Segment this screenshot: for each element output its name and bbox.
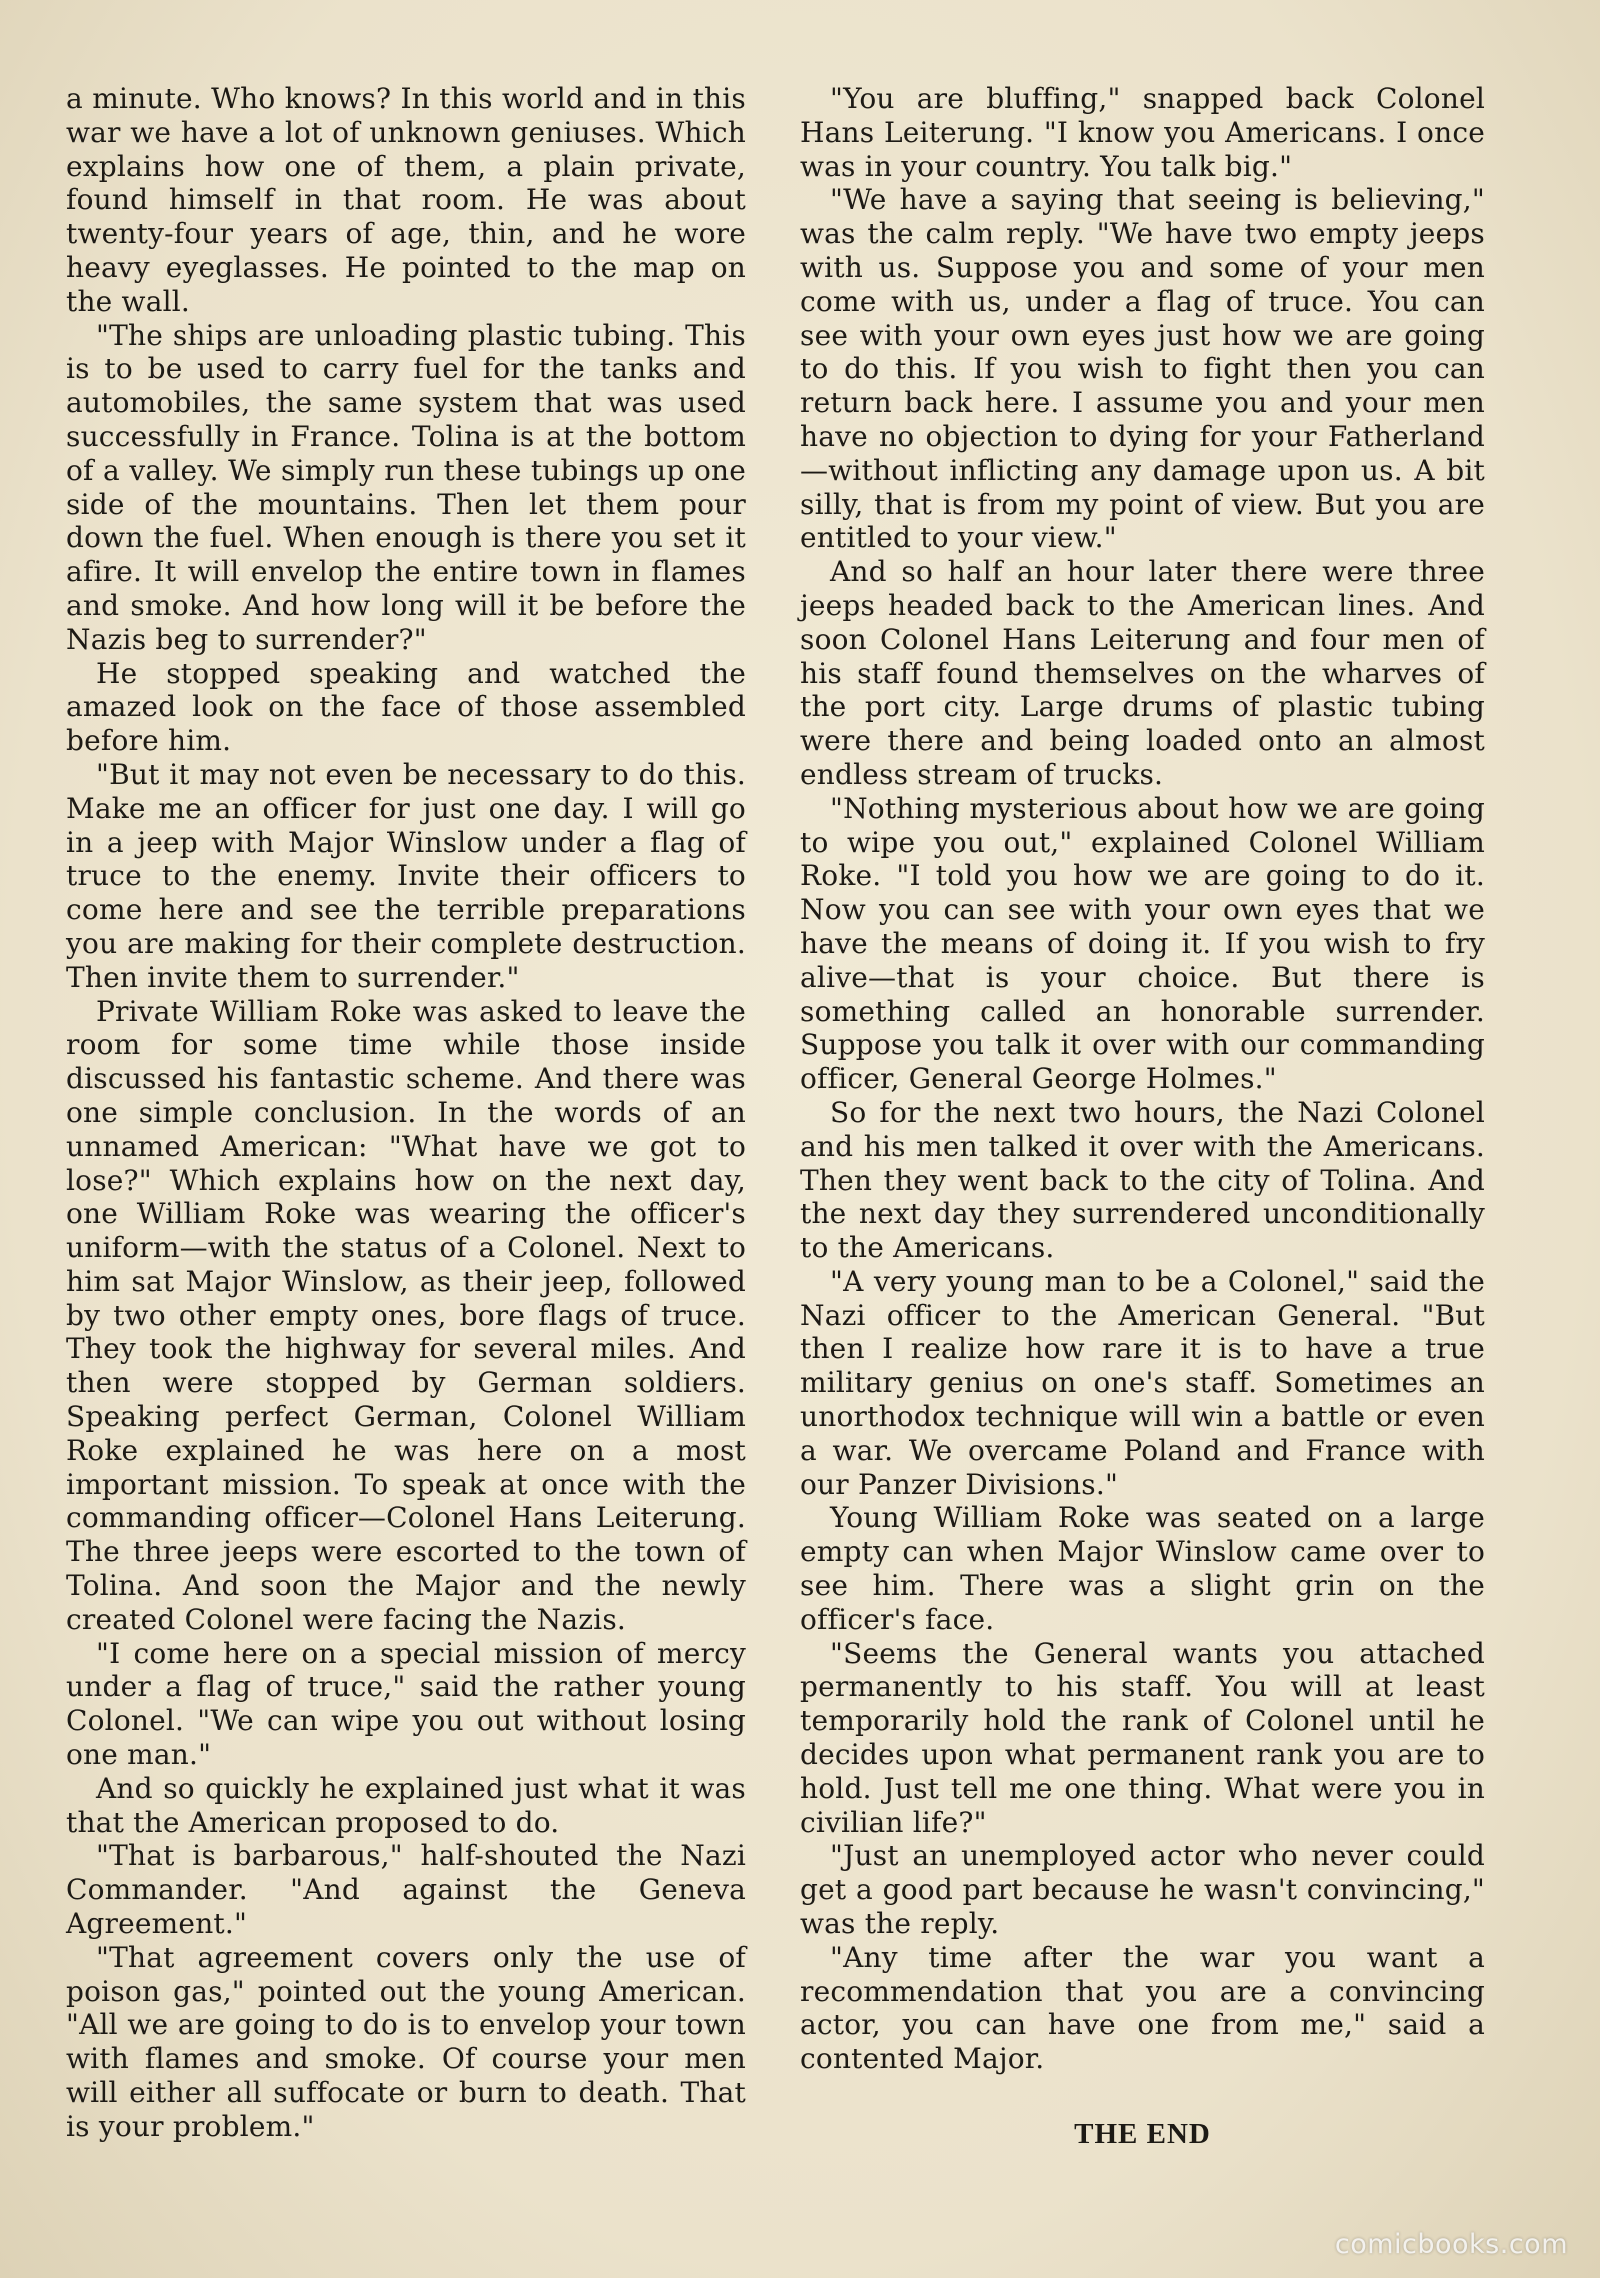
story-paragraph: "Seems the General wants you attached permanently to his staff. You will at least temporarily hold the rank of Colonel until he decides upon what permanent rank you are to hold. Just tell me one thing. What were you in civilian life?" (800, 1636, 1485, 1839)
story-paragraph: "A very young man to be a Colonel," said the Nazi officer to the American General. "But then I realize how rare it is to have a true military genius on one's staff. Sometimes an unorthodox technique will win a battle or even a war. We overcame Poland and France with our Panzer Divisions." (800, 1264, 1485, 1501)
story-paragraph: "That is barbarous," half-shouted the Nazi Commander. "And against the Geneva Agreement." (66, 1839, 746, 1941)
story-paragraph: "But it may not even be necessary to do this. Make me an officer for just one day. I will go in a jeep with Major Winslow under a flag of truce to the enemy. Invite their officers to come here and see the terrible preparations you are making for their complete destruction. Then invite them to surrender." (66, 757, 746, 994)
story-paragraph: Young William Roke was seated on a large empty can when Major Winslow came over to see him. There was a slight grin on the officer's face. (800, 1501, 1485, 1636)
story-paragraph: "That agreement covers only the use of poison gas," pointed out the young American. "All we are going to do is to envelop your town with flames and smoke. Of course your men will either all suffocate or burn to death. That is your problem." (66, 1940, 746, 2143)
story-paragraph: He stopped speaking and watched the amazed look on the face of those assembled before him. (66, 656, 746, 758)
story-paragraph: So for the next two hours, the Nazi Colonel and his men talked it over with the Americans. Then they went back to the city of Tolina. And the next day they surrendered unconditionally to the Americans. (800, 1095, 1485, 1265)
story-paragraph: "I come here on a special mission of mercy under a flag of truce," said the rather young Colonel. "We can wipe you out without losing one man." (66, 1636, 746, 1772)
site-watermark: comicbooks.com (1334, 2229, 1568, 2260)
left-text-column (66, 82, 746, 2144)
story-paragraph: "The ships are unloading plastic tubing. This is to be used to carry fuel for the tanks and automobiles, the same system that was used successfully in France. Tolina is at the bottom of a valley. We simply run these tubings up one side of the mountains. Then let them pour down the fuel. When enough is there you set it afire. It will envelop the entire town in flames and smoke. And how long will it be before the Nazis beg to surrender?" (66, 318, 746, 656)
story-paragraph: "You are bluffing," snapped back Colonel Hans Leiterung. "I know you Americans. I once was in your country. You talk big." (800, 82, 1485, 183)
story-paragraph: "Any time after the war you want a recommendation that you are a convincing actor, you can have one from me," said a contented Major. (800, 1940, 1485, 2076)
story-paragraph: a minute. Who knows? In this world and in this war we have a lot of unknown geniuses. Which explains how one of them, a plain private, found himself in that room. He was about twenty-four years of age, thin, and he wore heavy eyeglasses. He pointed to the map on the wall. (66, 82, 746, 318)
story-paragraph: "Just an unemployed actor who never could get a good part because he wasn't convincing," was the reply. (800, 1839, 1485, 1941)
story-paragraph: Private William Roke was asked to leave the room for some time while those inside discussed his fantastic scheme. And there was one simple conclusion. In the words of an unnamed American: "What have we got to lose?" Which explains how on the next day, one William Roke was wearing the officer's uniform—with the status of a Colonel. Next to him sat Major Winslow, as their jeep, followed by two other empty ones, bore flags of truce. They took the highway for several miles. And then were stopped by German soldiers. Speaking perfect German, Colonel William Roke explained he was here on a most important mission. To speak at once with the commanding officer—Colonel Hans Leiterung. The three jeeps were escorted to the town of Tolina. And soon the Major and the newly created Colonel were facing the Nazis. (66, 994, 746, 1636)
right-text-column (800, 82, 1485, 2076)
story-paragraph: "We have a saying that seeing is believing," was the calm reply. "We have two empty jeeps with us. Suppose you and some of your men come with us, under a flag of truce. You can see with your own eyes just how we are going to do this. If you wish to fight then you can return back here. I assume you and your men have no objection to dying for your Fatherland—without inflicting any damage upon us. A bit silly, that is from my point of view. But you are entitled to your view." (800, 183, 1485, 555)
story-paragraph: And so half an hour later there were three jeeps headed back to the American lines. And soon Colonel Hans Leiterung and four men of his staff found themselves on the wharves of the port city. Large drums of plastic tubing were there and being loaded onto an almost endless stream of trucks. (800, 555, 1485, 791)
story-paragraph: "Nothing mysterious about how we are going to wipe you out," explained Colonel William Roke. "I told you how we are going to do it. Now you can see with your own eyes that we have the means of doing it. If you wish to fry alive—that is your choice. But there is something called an honorable surrender. Suppose you talk it over with our commanding officer, General George Holmes." (800, 791, 1485, 1096)
the-end-label: THE END (1074, 2118, 1211, 2150)
story-paragraph: And so quickly he explained just what it was that the American proposed to do. (66, 1771, 746, 1839)
